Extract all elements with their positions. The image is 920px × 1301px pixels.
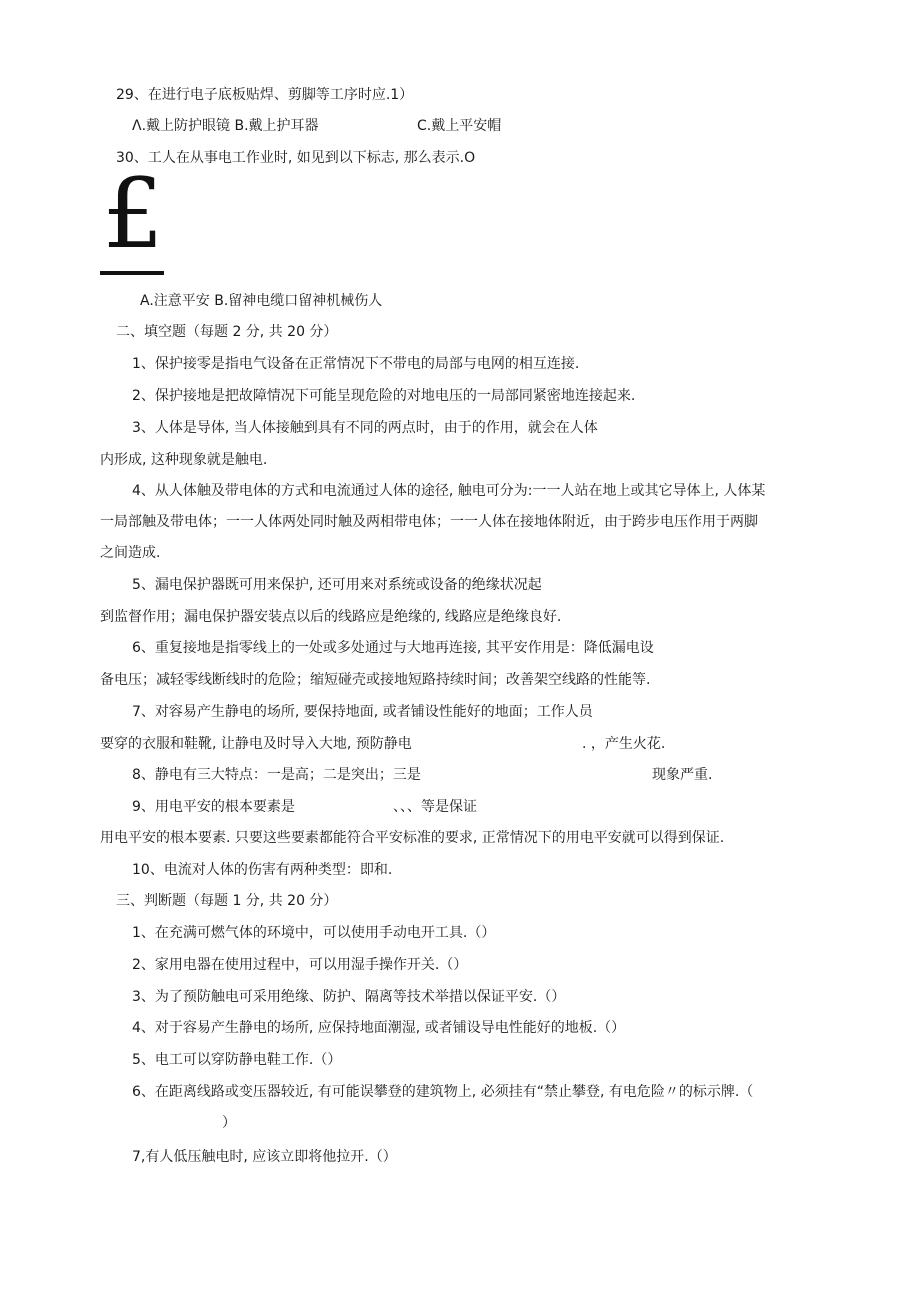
judge-q6-line1: 6、在距离线路或变压器较近, 有可能误攀登的建筑物上, 必须挂有“禁止攀登, 有电危险〃的标示牌.（ xyxy=(132,1084,754,1100)
fill-q9-part1: 9、用电平安的根本要素是 xyxy=(132,799,295,815)
fill-q6-line1: 6、重复接地是指零线上的一处或多处通过与大地再连接, 其平安作用是：降低漏电设 xyxy=(132,640,654,656)
fill-q8-part2: 现象严重. xyxy=(652,767,713,783)
judge-q7: 7,有人低压触电时, 应该立即将他拉开.（） xyxy=(132,1149,397,1165)
fill-q7-line2-part2: . ，产生火花. xyxy=(582,736,666,752)
q29-option-c: C.戴上平安帽 xyxy=(417,118,502,134)
fill-q4-line1: 4、从人体触及带电体的方式和电流通过人体的途径, 触电可分为:一一人站在地上或其它导体上, 人体某 xyxy=(132,483,766,499)
pound-sign-icon: £ xyxy=(102,158,164,270)
fill-q5-line1: 5、漏电保护器既可用来保护, 还可用来对系统或设备的绝缘状况起 xyxy=(132,577,542,593)
judge-q4: 4、对于容易产生静电的场所, 应保持地面潮湿, 或者铺设导电性能好的地板.（） xyxy=(132,1020,626,1036)
section2-heading: 二、填空题（每题 2 分, 共 20 分） xyxy=(116,324,338,340)
judge-q3: 3、为了预防触电可采用绝缘、防护、隔离等技术举措以保证平安.（） xyxy=(132,989,566,1005)
fill-q3-line1: 3、人体是导体, 当人体接触到具有不同的两点时，由于的作用，就会在人体 xyxy=(132,420,598,436)
fill-q5-line2: 到监督作用；漏电保护器安装点以后的线路应是绝缘的, 线路应是绝缘良好. xyxy=(100,609,562,625)
judge-q1: 1、在充满可燃气体的环境中，可以使用手动电开工具.（） xyxy=(132,925,496,941)
q29-options-ab: Λ.戴上防护眼镜 B.戴上护耳器 xyxy=(132,118,319,134)
fill-q2: 2、保护接地是把故障情况下可能呈现危险的对地电压的一局部同紧密地连接起来. xyxy=(132,388,636,404)
fill-q6-line2: 备电压；减轻零线断线时的危险；缩短碰壳或接地短路持续时间；改善架空线路的性能等. xyxy=(100,672,651,688)
fill-q9-line2: 用电平安的根本要素. 只要这些要素都能符合平安标准的要求, 正常情况下的用电平安就可以得到保证. xyxy=(100,830,725,846)
safety-sign-image xyxy=(100,158,166,280)
q30-stem: 30、工人在从事电工作业时, 如见到以下标志, 那么表示.O xyxy=(116,150,476,166)
fill-q10: 10、电流对人体的伤害有两种类型：即和. xyxy=(132,862,393,878)
fill-q7-line1: 7、对容易产生静电的场所, 要保持地面, 或者铺设性能好的地面；工作人员 xyxy=(132,704,593,720)
q30-options: A.注意平安 B.留神电缆口留神机械伤人 xyxy=(140,293,383,309)
fill-q9-part2: 、、、等是保证 xyxy=(393,799,477,815)
fill-q4-line2: 一局部触及带电体；一一人体两处同时触及两相带电体；一一人体在接地体附近，由于跨步电压作用于两脚 xyxy=(100,514,758,530)
q29-stem: 29、在进行电子底板贴焊、剪脚等工序时应.1） xyxy=(116,87,414,103)
section3-heading: 三、判断题（每题 1 分, 共 20 分） xyxy=(116,893,338,909)
fill-q8-part1: 8、静电有三大特点：一是高；二是突出；三是 xyxy=(132,767,421,783)
fill-q7-line2-part1: 要穿的衣服和鞋靴, 让静电及时导入大地, 预防静电 xyxy=(100,736,412,752)
fill-q4-line3: 之间造成. xyxy=(100,545,161,561)
judge-q2: 2、家用电器在使用过程中，可以用湿手操作开关.（） xyxy=(132,957,468,973)
fill-q1: 1、保护接零是指电气设备在正常情况下不带电的局部与电网的相互连接. xyxy=(132,356,580,372)
judge-q6-line2: ） xyxy=(222,1115,236,1131)
fill-q3-line2: 内形成, 这种现象就是触电. xyxy=(100,452,268,468)
sign-underline xyxy=(100,271,164,275)
judge-q5: 5、电工可以穿防静电鞋工作.（） xyxy=(132,1052,342,1068)
